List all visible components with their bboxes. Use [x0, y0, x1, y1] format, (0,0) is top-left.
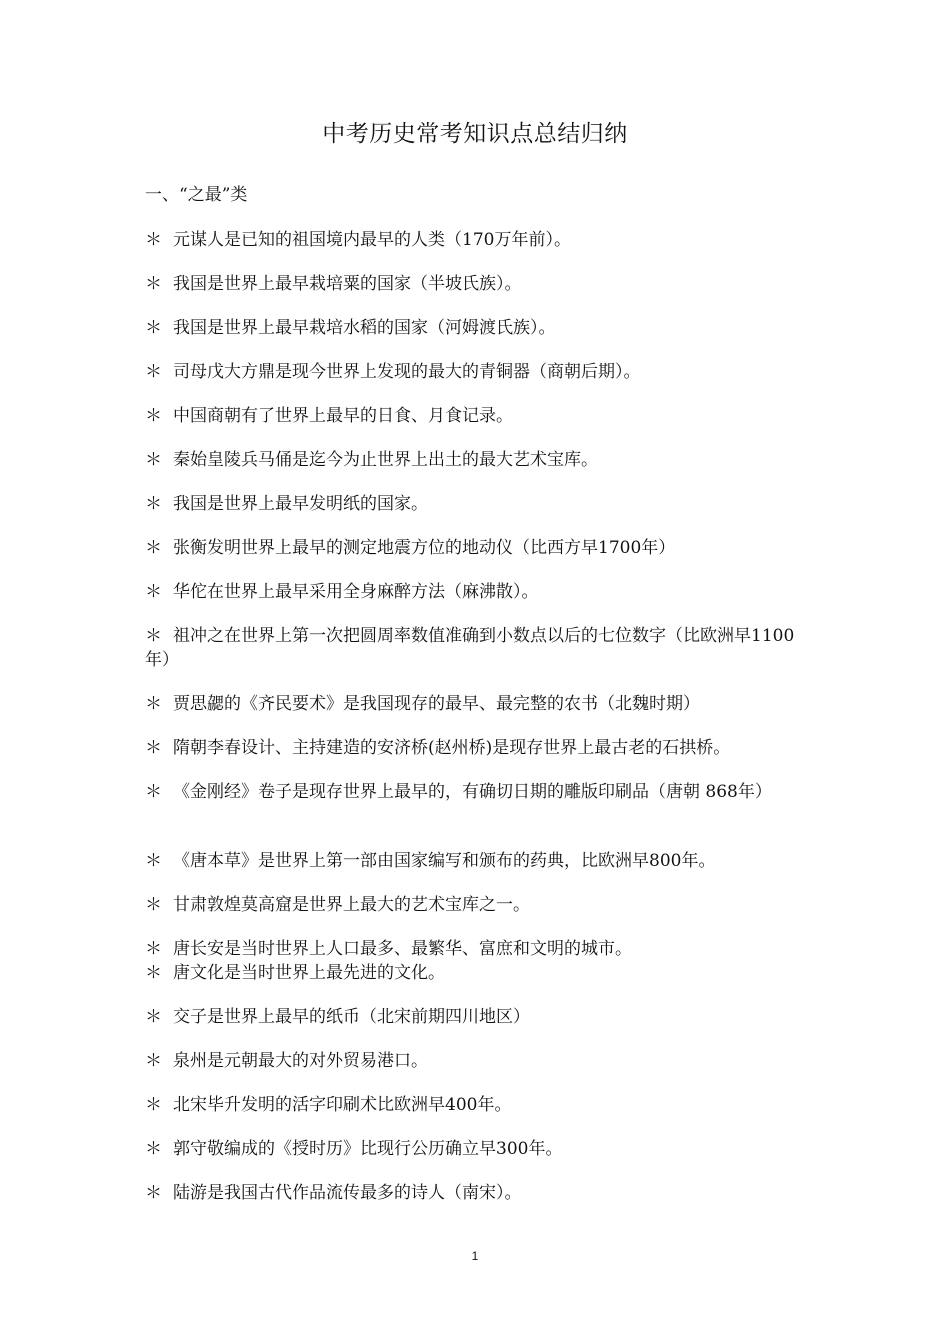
list-item — [145, 893, 810, 917]
list-item — [145, 580, 810, 604]
list-item — [145, 736, 810, 760]
document-title: 中考历史常考知识点总结归纳 — [322, 121, 628, 147]
bullet-icon: ＊ — [145, 1007, 162, 1027]
list-item — [145, 1093, 810, 1117]
bullet-icon: ＊ — [145, 318, 162, 338]
list-item-text: 我国是世界上最早栽培粟的国家（半坡氏族）。 — [173, 274, 522, 294]
bullet-icon: ＊ — [145, 1095, 162, 1115]
section-heading: 一、“之最”类 — [145, 185, 248, 205]
list-item — [145, 1049, 810, 1073]
list-item-text: 中国商朝有了世界上最早的日食、月食记录。 — [173, 406, 513, 426]
list-item — [145, 624, 810, 672]
list-item-text: 交子是世界上最早的纸币（北宋前期四川地区） — [173, 1007, 530, 1027]
list-item — [145, 316, 810, 340]
list-item — [145, 961, 810, 985]
list-item-text: 我国是世界上最早发明纸的国家。 — [173, 494, 428, 514]
list-item — [145, 492, 810, 516]
list-item-text: 郭守敬编成的《授时历》比现行公历确立早300年。 — [173, 1139, 563, 1159]
list-item-text: 《唐本草》是世界上第一部由国家编写和颁布的药典，比欧洲早800年。 — [173, 851, 716, 871]
list-item — [145, 448, 810, 472]
bullet-icon: ＊ — [145, 939, 162, 959]
list-item-text: 元谋人是已知的祖国境内最早的人类（170万年前）。 — [173, 230, 571, 250]
list-item-text: 陆游是我国古代作品流传最多的诗人（南宋）。 — [173, 1183, 522, 1203]
list-item-text: 《金刚经》卷子是现存世界上最早的，有确切日期的雕版印刷品（唐朝 868年） — [173, 782, 772, 802]
list-item-text: 秦始皇陵兵马俑是迄今为止世界上出土的最大艺术宝库。 — [173, 450, 598, 470]
list-item — [145, 536, 810, 560]
bullet-icon: ＊ — [145, 851, 162, 871]
bullet-icon: ＊ — [145, 538, 162, 558]
bullet-icon: ＊ — [145, 963, 162, 983]
page-number: 1 — [471, 1249, 479, 1263]
bullet-icon: ＊ — [145, 274, 162, 294]
list-item — [145, 1137, 810, 1161]
list-item — [145, 228, 810, 252]
list-item-text: 甘肃敦煌莫高窟是世界上最大的艺术宝库之一。 — [173, 895, 530, 915]
list-item-text: 贾思勰的《齐民要术》是我国现存的最早、最完整的农书（北魏时期） — [173, 694, 700, 714]
bullet-icon: ＊ — [145, 450, 162, 470]
list-item-text: 唐长安是当时世界上人口最多、最繁华、富庶和文明的城市。 — [173, 939, 632, 959]
bullet-icon: ＊ — [145, 694, 162, 714]
bullet-icon: ＊ — [145, 1139, 162, 1159]
list-item-text: 唐文化是当时世界上最先进的文化。 — [173, 963, 445, 983]
bullet-icon: ＊ — [145, 1051, 162, 1071]
bullet-icon: ＊ — [145, 230, 162, 250]
list-item — [145, 780, 810, 804]
bullet-icon: ＊ — [145, 895, 162, 915]
bullet-icon: ＊ — [145, 582, 162, 602]
list-item — [145, 360, 810, 384]
list-item-text: 泉州是元朝最大的对外贸易港口。 — [173, 1051, 428, 1071]
bullet-icon: ＊ — [145, 626, 162, 646]
list-item-text: 张衡发明世界上最早的测定地震方位的地动仪（比西方早1700年） — [173, 538, 676, 558]
list-item-text: 我国是世界上最早栽培水稻的国家（河姆渡氏族）。 — [173, 318, 556, 338]
list-item-text: 祖冲之在世界上第一次把圆周率数值准确到小数点以后的七位数字（比欧洲早1100年） — [145, 626, 795, 670]
list-item — [145, 849, 810, 873]
bullet-icon: ＊ — [145, 1183, 162, 1203]
list-item — [145, 692, 810, 716]
list-item-text: 华佗在世界上最早采用全身麻醉方法（麻沸散）。 — [173, 582, 539, 602]
list-item — [145, 937, 810, 961]
list-item — [145, 272, 810, 296]
list-item-text: 隋朝李春设计、主持建造的安济桥(赵州桥)是现存世界上最古老的石拱桥。 — [173, 738, 731, 758]
bullet-icon: ＊ — [145, 494, 162, 514]
list-item-text: 北宋毕升发明的活字印刷术比欧洲早400年。 — [173, 1095, 512, 1115]
list-item — [145, 1005, 810, 1029]
list-item-text: 司母戊大方鼎是现今世界上发现的最大的青铜器（商朝后期）。 — [173, 362, 641, 382]
bullet-icon: ＊ — [145, 406, 162, 426]
list-item — [145, 404, 810, 428]
bullet-icon: ＊ — [145, 738, 162, 758]
bullet-icon: ＊ — [145, 782, 162, 802]
list-item — [145, 1181, 810, 1205]
bullet-icon: ＊ — [145, 362, 162, 382]
